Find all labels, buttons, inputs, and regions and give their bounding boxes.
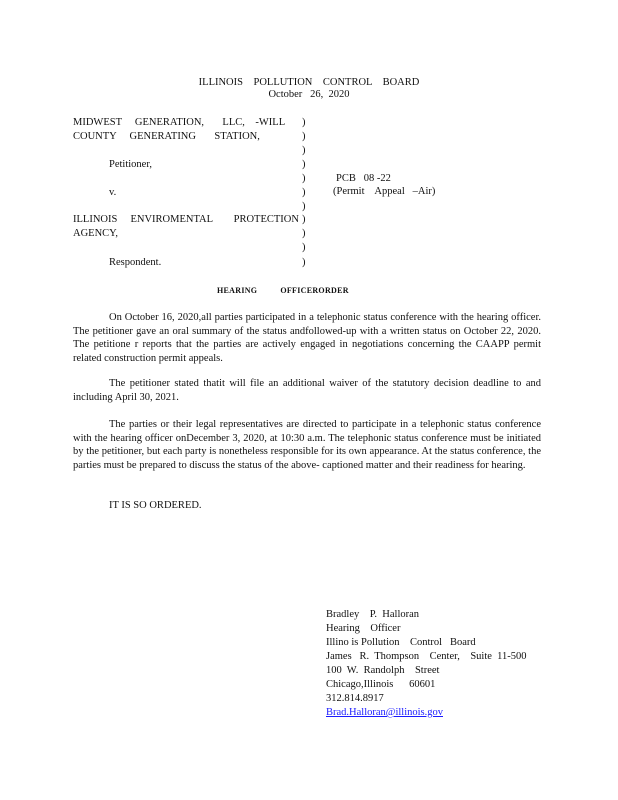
case-type: (Permit Appeal –Air) (333, 186, 436, 197)
signer-board: Illino is Pollution Control Board (326, 637, 476, 648)
respondent-name-line2: AGENCY, (73, 228, 119, 239)
versus-label: v. (109, 187, 117, 198)
body-paragraph (73, 418, 541, 472)
respondent-name-line1: ILLINOIS ENVIROMENTAL PROTECTION (73, 214, 299, 225)
paragraph-text: The parties or their legal representatives are directed to participate in a telephonic status conference with the hearing officer onDecember 3, 2020, at 10:30 a.m. The telephonic status conference must be initiated by the petitioner, but each party is nonetheless responsible for its own appearance. At the status conference, the parties must be prepared to discuss the status of the above- captioned matter and their readiness for hearing. (73, 419, 541, 471)
signer-name: Bradley P. Halloran (326, 609, 420, 620)
petitioner-name-line2: COUNTY GENERATING STATION, (73, 131, 260, 142)
agency-name: ILLINOIS POLLUTION CONTROL BOARD (198, 77, 420, 88)
paragraph-text: The petitioner stated thatit will file an additional waiver of the statutory decision deadline to and including April 30, 2021. (73, 378, 541, 403)
petitioner-name-line1: MIDWEST GENERATION, LLC, -WILL (73, 117, 286, 128)
signer-address-line2: 100 W. Randolph Street (326, 665, 440, 676)
paren: ) (302, 242, 306, 253)
order-title: HEARING OFFICERORDER (217, 286, 349, 295)
body-paragraph (73, 311, 541, 365)
signer-city: Chicago,Illinois 60601 (326, 679, 436, 690)
signer-phone: 312.814.8917 (326, 693, 384, 704)
paren: ) (302, 201, 306, 212)
paren: ) (302, 117, 306, 128)
paren: ) (302, 228, 306, 239)
paren: ) (302, 187, 306, 198)
document-date: October 26, 2020 (268, 89, 350, 100)
paren: ) (302, 131, 306, 142)
petitioner-role: Petitioner, (109, 159, 153, 170)
document-header (0, 77, 618, 100)
signature-block (326, 608, 527, 720)
paren: ) (302, 214, 306, 225)
paragraph-text: On October 16, 2020,all parties participated in a telephonic status conference with the hearing officer. The petitioner gave an oral summary of the status andfollowed-up with a written status on October 22, 2020. The petitione r reports that the parties are actively engaged in negotiations concerning the CAAPP permit related construction permit appeals. (73, 312, 541, 364)
signer-email-link[interactable]: Brad.Halloran@illinois.gov (326, 707, 443, 718)
case-number: PCB 08 -22 (336, 173, 391, 184)
respondent-role: Respondent. (109, 257, 162, 268)
body-paragraph (73, 377, 541, 404)
signer-address-line1: James R. Thompson Center, Suite 11-500 (326, 651, 527, 662)
paren: ) (302, 173, 306, 184)
ordered-statement: IT IS SO ORDERED. (109, 500, 202, 511)
signer-title: Hearing Officer (326, 623, 401, 634)
paren: ) (302, 145, 306, 156)
body-paragraph (73, 499, 541, 513)
paren: ) (302, 257, 306, 268)
paren: ) (302, 159, 306, 170)
